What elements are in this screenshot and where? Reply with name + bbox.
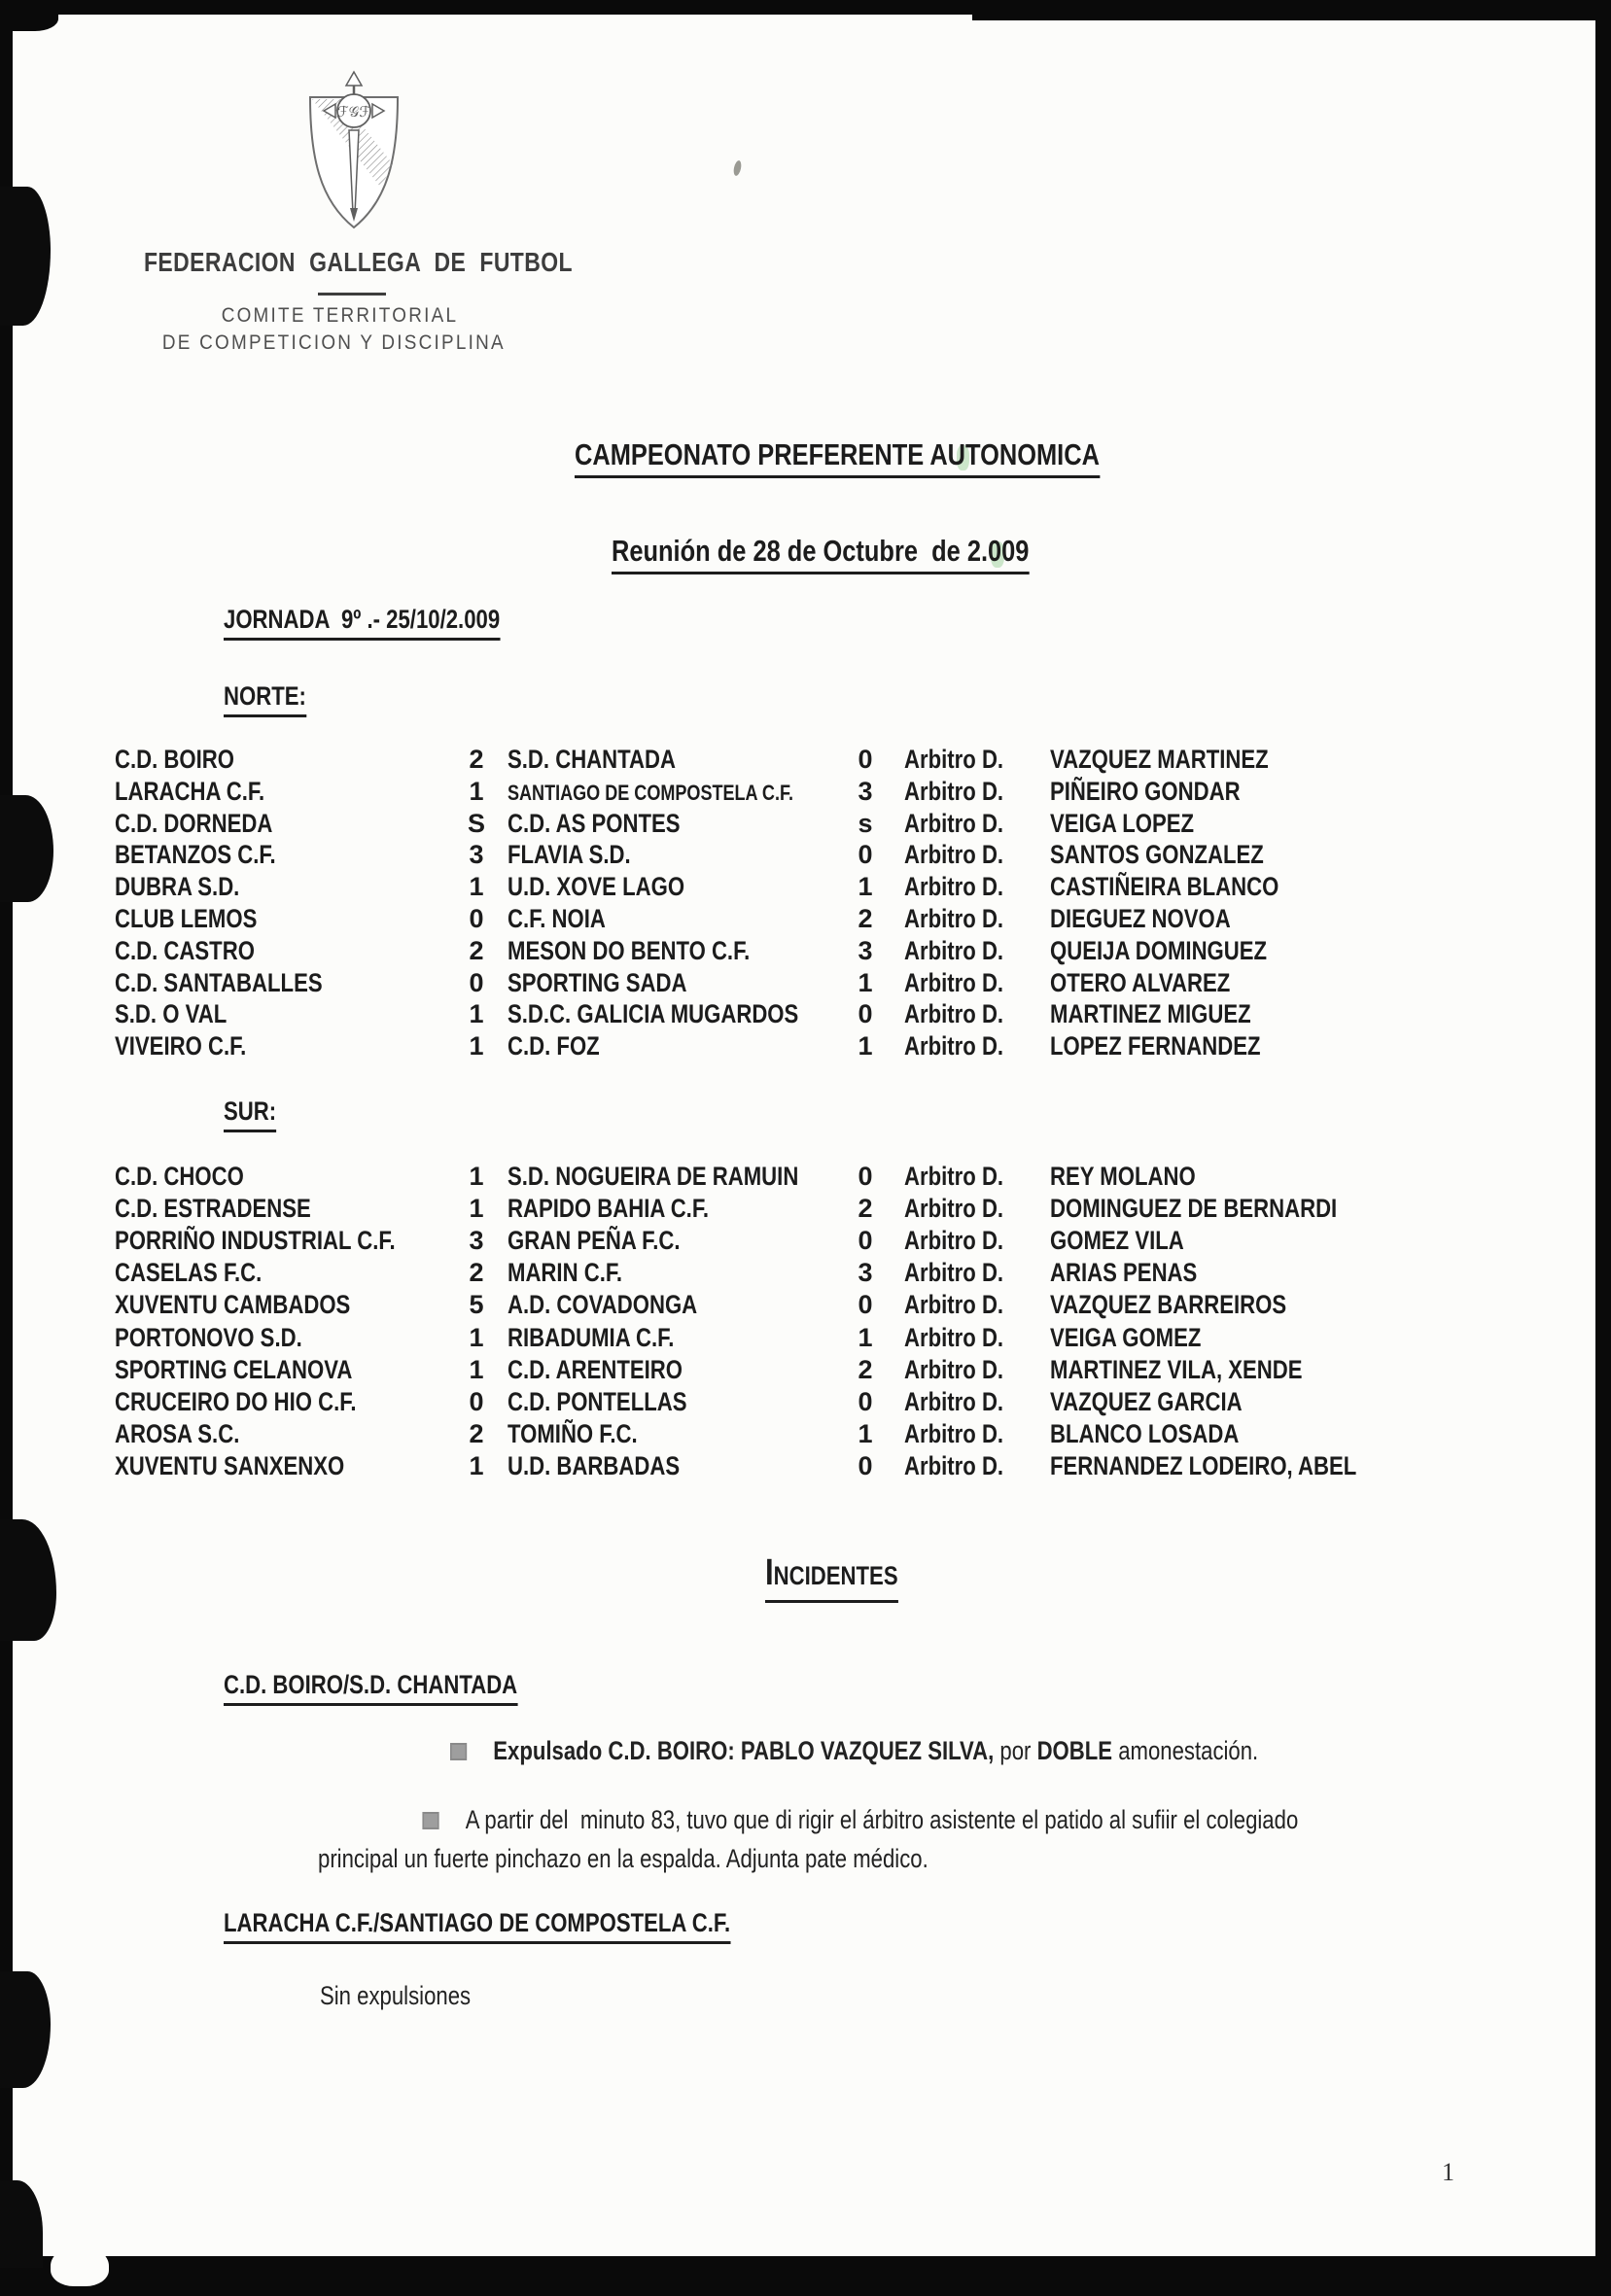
away-score: 3 [858,777,873,806]
arbitro-label: Arbitro D. [904,1194,1004,1223]
jornada-heading: JORNADA 9º .- 25/10/2.009 [224,605,561,641]
scan-edge-bottom [0,2256,1611,2296]
match-row [0,1450,1611,1482]
scan-paper-notch [51,2245,109,2286]
home-score: 2 [469,1419,484,1448]
home-score: 1 [469,1031,484,1061]
match-row [0,1257,1611,1289]
match-row [0,967,1611,999]
away-score: 0 [858,840,873,869]
match-row [0,935,1611,967]
home-score: 0 [469,968,484,997]
away-score: 2 [858,904,873,933]
referee-name: VAZQUEZ BARREIROS [1050,1290,1287,1319]
away-team: MARIN C.F. [508,1258,623,1287]
away-score: 1 [858,872,873,901]
arbitro-label: Arbitro D. [904,1031,1004,1061]
home-team: C.D. DORNEDA [115,809,273,838]
match-row [0,871,1611,903]
away-team: C.D. PONTELLAS [508,1387,687,1416]
referee-name: VEIGA LOPEZ [1050,809,1195,838]
arbitro-label: Arbitro D. [904,872,1004,901]
match-row [0,839,1611,871]
home-team: C.D. ESTRADENSE [115,1194,311,1223]
referee-name: REY MOLANO [1050,1162,1196,1191]
match-row [0,1289,1611,1321]
home-score: 1 [469,1355,484,1384]
referee-name: BLANCO LOSADA [1050,1419,1240,1448]
arbitro-label: Arbitro D. [904,809,1004,838]
arbitro-label: Arbitro D. [904,1323,1004,1352]
arbitro-label: Arbitro D. [904,1419,1004,1448]
arbitro-label: Arbitro D. [904,968,1004,997]
home-score: 0 [469,904,484,933]
match-row [0,1161,1611,1193]
away-score: 2 [858,1355,873,1384]
match-row [0,1225,1611,1257]
match-row [0,744,1611,776]
away-score: 1 [858,1323,873,1352]
home-score: 1 [469,999,484,1028]
away-score: 0 [858,1387,873,1416]
incident-bullet: Expulsado C.D. BOIRO: PABLO VAZQUEZ SILVA, por DOBLE amonestación. [450,1731,1611,1770]
referee-name: OTERO ALVAREZ [1050,968,1231,997]
home-score: 2 [469,1258,484,1287]
away-team: S.D. NOGUEIRA DE RAMUIN [508,1162,799,1191]
committee-line-1: COMITE TERRITORIAL [221,304,459,327]
away-team: C.F. NOIA [508,904,606,933]
home-score: 1 [469,1162,484,1191]
scan-edge-right [1595,0,1611,2296]
away-team: RIBADUMIA C.F. [508,1323,675,1352]
referee-name: SANTOS GONZALEZ [1050,840,1264,869]
incident-note: Sin expulsiones [320,1981,472,2010]
away-score: 0 [858,745,873,774]
arbitro-label: Arbitro D. [904,777,1004,806]
away-team: FLAVIA S.D. [508,840,631,869]
home-team: LARACHA C.F. [115,777,265,806]
home-score: 1 [469,1194,484,1223]
home-team: C.D. BOIRO [115,745,235,774]
org-name: FEDERACION GALLEGA DE FUTBOL [144,247,573,277]
away-score: 3 [858,1258,873,1287]
match-row [0,1030,1611,1062]
referee-name: VAZQUEZ GARCIA [1050,1387,1243,1416]
home-team: XUVENTU CAMBADOS [115,1290,351,1319]
arbitro-label: Arbitro D. [904,1226,1004,1255]
home-score: 5 [469,1290,484,1319]
letterhead-divider [318,293,386,296]
away-score: 0 [858,1226,873,1255]
arbitro-label: Arbitro D. [904,840,1004,869]
away-score: 0 [858,1451,873,1480]
referee-name: CASTIÑEIRA BLANCO [1050,872,1279,901]
away-team: A.D. COVADONGA [508,1290,698,1319]
incident-heading: C.D. BOIRO/S.D. CHANTADA [224,1670,582,1706]
arbitro-label: Arbitro D. [904,745,1004,774]
home-team: PORRIÑO INDUSTRIAL C.F. [115,1226,396,1255]
home-team: C.D. CHOCO [115,1162,244,1191]
away-score: 0 [858,999,873,1028]
incident-heading: LARACHA C.F./SANTIAGO DE COMPOSTELA C.F. [224,1908,842,1944]
away-score: 1 [858,1031,873,1061]
match-row [0,808,1611,840]
away-team: SPORTING SADA [508,968,687,997]
section-label-norte: NORTE: [224,681,325,717]
bullet-square-icon [450,1743,467,1760]
away-team: C.D. ARENTEIRO [508,1355,683,1384]
bullet-square-icon [422,1812,438,1829]
home-team: C.D. SANTABALLES [115,968,323,997]
referee-name: ARIAS PENAS [1050,1258,1198,1287]
home-team: DUBRA S.D. [115,872,240,901]
referee-name: LOPEZ FERNANDEZ [1050,1031,1261,1061]
away-score: s [858,809,873,838]
match-row [0,1193,1611,1225]
incidents-title: INCIDENTES [765,1552,928,1603]
home-team: BETANZOS C.F. [115,840,276,869]
home-team: CLUB LEMOS [115,904,258,933]
away-team: C.D. AS PONTES [508,809,681,838]
away-team: U.D. XOVE LAGO [508,872,685,901]
away-team: MESON DO BENTO C.F. [508,936,751,965]
scan-edge-top-right [972,0,1611,20]
home-team: XUVENTU SANXENXO [115,1451,345,1480]
away-score: 0 [858,1162,873,1191]
away-team: C.D. FOZ [508,1031,600,1061]
match-row [0,776,1611,808]
incident-bullet: A partir del minuto 83, tuvo que di rigir el árbitro asistente el patido al sufiir el colegiado principal un fuerte pinchazo en la espalda. Adjunta pate médico. [318,1805,1299,1873]
away-score: 1 [858,1419,873,1448]
arbitro-label: Arbitro D. [904,1387,1004,1416]
home-score: 1 [469,872,484,901]
home-score: 1 [469,777,484,806]
home-team: C.D. CASTRO [115,936,255,965]
away-team: S.D. CHANTADA [508,745,677,774]
home-score: 1 [469,1323,484,1352]
away-team: SANTIAGO DE COMPOSTELA C.F. [508,781,793,805]
match-row [0,998,1611,1030]
referee-name: FERNANDEZ LODEIRO, ABEL [1050,1451,1357,1480]
away-score: 1 [858,968,873,997]
home-team: AROSA S.C. [115,1419,240,1448]
referee-name: PIÑEIRO GONDAR [1050,777,1241,806]
home-team: VIVEIRO C.F. [115,1031,247,1061]
home-score: 2 [469,745,484,774]
arbitro-label: Arbitro D. [904,999,1004,1028]
match-row [0,903,1611,935]
away-score: 2 [858,1194,873,1223]
committee-line-2: DE COMPETICION Y DISCIPLINA [161,331,506,354]
arbitro-label: Arbitro D. [904,936,1004,965]
referee-name: VAZQUEZ MARTINEZ [1050,745,1269,774]
arbitro-label: Arbitro D. [904,1355,1004,1384]
away-team: U.D. BARBADAS [508,1451,681,1480]
referee-name: VEIGA GOMEZ [1050,1323,1202,1352]
home-team: SPORTING CELANOVA [115,1355,353,1384]
svg-text:ℱ𝒢ℱ: ℱ𝒢ℱ [336,105,371,121]
arbitro-label: Arbitro D. [904,1258,1004,1287]
match-row [0,1418,1611,1450]
section-label-sur: SUR: [224,1096,288,1132]
arbitro-label: Arbitro D. [904,1290,1004,1319]
away-score: 3 [858,936,873,965]
away-team: RAPIDO BAHIA C.F. [508,1194,710,1223]
home-score: 2 [469,936,484,965]
home-score: 0 [469,1387,484,1416]
referee-name: MARTINEZ MIGUEZ [1050,999,1251,1028]
home-score: 3 [469,1226,484,1255]
home-score: 1 [469,1451,484,1480]
referee-name: GOMEZ VILA [1050,1226,1184,1255]
arbitro-label: Arbitro D. [904,1162,1004,1191]
referee-name: MARTINEZ VILA, XENDE [1050,1355,1303,1384]
doc-subtitle: Reunión de 28 de Octubre de 2.009 [612,534,1121,574]
match-row [0,1354,1611,1386]
fgf-crest-logo [296,68,412,239]
home-team: PORTONOVO S.D. [115,1323,302,1352]
home-team: S.D. O VAL [115,999,228,1028]
referee-name: DOMINGUEZ DE BERNARDI [1050,1194,1338,1223]
scan-edge-left [0,0,13,2296]
home-team: CASELAS F.C. [115,1258,263,1287]
home-score: 3 [469,840,484,869]
arbitro-label: Arbitro D. [904,904,1004,933]
page-number: 1 [1442,2158,1454,2186]
away-score: 0 [858,1290,873,1319]
match-row [0,1386,1611,1418]
away-team: TOMIÑO F.C. [508,1419,638,1448]
home-team: CRUCEIRO DO HIO C.F. [115,1387,357,1416]
referee-name: DIEGUEZ NOVOA [1050,904,1231,933]
away-team: GRAN PEÑA F.C. [508,1226,681,1255]
doc-title: CAMPEONATO PREFERENTE AUTONOMICA [575,437,1215,478]
away-team: S.D.C. GALICIA MUGARDOS [508,999,799,1028]
match-row [0,1322,1611,1354]
referee-name: QUEIJA DOMINGUEZ [1050,936,1268,965]
arbitro-label: Arbitro D. [904,1451,1004,1480]
home-score: S [467,809,485,838]
